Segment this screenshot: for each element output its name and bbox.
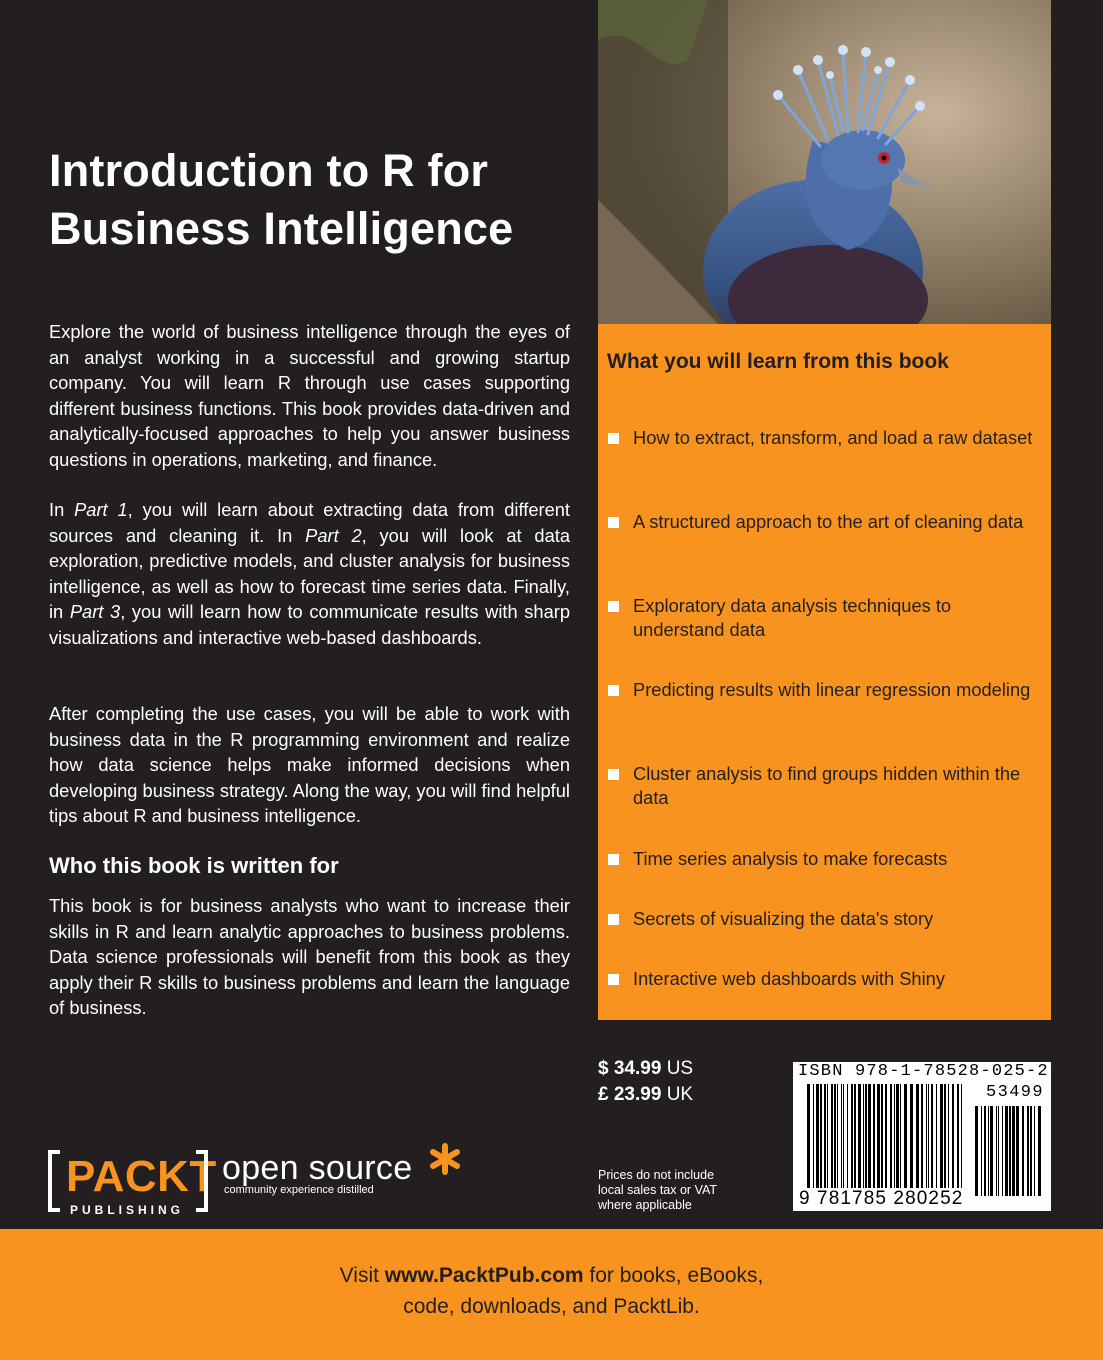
barcode-bar bbox=[921, 1084, 923, 1196]
barcode-bar bbox=[843, 1084, 844, 1196]
price-us-label: US bbox=[666, 1058, 694, 1079]
part-3-label: Part 3 bbox=[69, 601, 121, 622]
publishing-wordmark: PUBLISHING bbox=[70, 1203, 185, 1217]
book-title-line-2: Business Intelligence bbox=[49, 203, 514, 254]
part-1-label: Part 1 bbox=[74, 499, 128, 520]
cover-photo-pigeon bbox=[598, 0, 1051, 324]
barcode-bar bbox=[1002, 1106, 1003, 1196]
barcode-bar bbox=[820, 1084, 822, 1196]
barcode-bar bbox=[890, 1084, 892, 1196]
barcode-bar bbox=[961, 1084, 962, 1196]
price-note bbox=[598, 1168, 717, 1213]
audience-text: This book is for business analysts who want to increase their skills in R and learn analytic approaches to business problems. Data science professionals will benefit from this book as they apply their R skills to business problems and learn the language of business. bbox=[49, 895, 570, 1018]
barcode-bar bbox=[1005, 1106, 1008, 1196]
learn-item-text: Cluster analysis to find groups hidden within the data bbox=[633, 763, 1021, 808]
learn-item-text: How to extract, transform, and load a raw dataset bbox=[633, 427, 1033, 448]
isbn-number: ISBN 978-1-78528-025-2 bbox=[798, 1062, 1049, 1081]
barcode-bar bbox=[984, 1106, 986, 1196]
barcode-bar bbox=[854, 1084, 856, 1196]
barcode-bar bbox=[1034, 1106, 1035, 1196]
logo-tagline: community experience distilled bbox=[224, 1184, 374, 1196]
learn-item-text: A structured approach to the art of cleaning data bbox=[633, 511, 1024, 532]
description-paragraph-2 bbox=[49, 497, 570, 650]
barcode-bar bbox=[841, 1084, 842, 1196]
barcode-bar bbox=[827, 1084, 828, 1196]
barcode-bar bbox=[847, 1084, 848, 1196]
barcode-bar bbox=[996, 1106, 997, 1196]
learn-item bbox=[608, 967, 1038, 991]
barcode-bar bbox=[1030, 1106, 1032, 1196]
packtpub-link[interactable]: www.PacktPub.com bbox=[384, 1264, 584, 1287]
footer-line-2: code, downloads, and PacktLib. bbox=[403, 1295, 700, 1318]
isbn-barcode bbox=[793, 1062, 1051, 1211]
barcode-bar bbox=[988, 1106, 989, 1196]
barcode-bar bbox=[900, 1084, 901, 1196]
barcode-bar bbox=[944, 1084, 946, 1196]
barcode-bar bbox=[807, 1084, 810, 1196]
learn-item-text: Time series analysis to make forecasts bbox=[633, 848, 948, 869]
learn-item bbox=[608, 426, 1038, 450]
learn-item bbox=[608, 847, 1038, 871]
packt-logo bbox=[48, 1150, 468, 1220]
price-uk-amount: £ 23.99 bbox=[598, 1084, 662, 1105]
barcode-bar bbox=[816, 1084, 819, 1196]
barcode-bar bbox=[813, 1084, 814, 1196]
barcode-bar bbox=[936, 1084, 937, 1196]
learn-item bbox=[608, 678, 1038, 702]
asterisk-icon bbox=[428, 1142, 462, 1176]
barcode-bar bbox=[904, 1084, 907, 1196]
price-note-line: Prices do not include bbox=[598, 1168, 715, 1182]
barcode-bar bbox=[1027, 1106, 1029, 1196]
footer-band bbox=[0, 1229, 1103, 1360]
learn-item bbox=[608, 594, 1038, 642]
barcode-bar bbox=[894, 1084, 895, 1196]
price-note-line: local sales tax or VAT bbox=[598, 1183, 718, 1197]
barcode-bar bbox=[873, 1084, 875, 1196]
barcode-bar bbox=[868, 1084, 871, 1196]
bullet-square-icon bbox=[608, 974, 619, 985]
p2-text-a: In bbox=[49, 499, 75, 520]
learn-item-text: Exploratory data analysis techniques to understand data bbox=[633, 595, 952, 640]
audience-heading: Who this book is written for bbox=[49, 853, 339, 878]
barcode-bar bbox=[926, 1084, 927, 1196]
barcode-bar bbox=[981, 1106, 982, 1196]
barcode-bar bbox=[952, 1084, 954, 1196]
part-2-label: Part 2 bbox=[305, 524, 362, 546]
description-paragraph-1: Explore the world of business intelligence through the eyes of an analyst working in a successful and growing startup company. You will learn R through use cases supporting different business functions. This book provides data-driven and analytically-focused approaches to help you answer business questions in operations, marketing, and finance. bbox=[49, 321, 570, 470]
left-bracket-icon bbox=[48, 1150, 60, 1212]
footer-text bbox=[0, 1260, 1103, 1322]
barcode-bar bbox=[1016, 1106, 1019, 1196]
barcode-bar bbox=[851, 1084, 853, 1196]
price-uk-label: UK bbox=[666, 1084, 694, 1105]
barcode-bar bbox=[837, 1084, 838, 1196]
bullet-square-icon bbox=[608, 433, 619, 444]
bullet-square-icon bbox=[608, 517, 619, 528]
barcode-bar bbox=[1009, 1106, 1011, 1196]
learn-item-text: Secrets of visualizing the data's story bbox=[633, 908, 934, 929]
price-uk bbox=[598, 1084, 693, 1106]
barcode-bar bbox=[885, 1084, 887, 1196]
learn-box bbox=[598, 324, 1051, 1020]
barcode-bar bbox=[1012, 1106, 1015, 1196]
barcode-bar bbox=[928, 1084, 929, 1196]
barcode-bar bbox=[931, 1084, 933, 1196]
p2-text-b: , you will learn about extracting data from different sources and cleaning it. In bbox=[49, 499, 570, 546]
right-bracket-icon bbox=[196, 1150, 208, 1212]
description-paragraph-3: After completing the use cases, you will be able to work with business data in the R programming environment and realize how data science helps make informed decisions when developing business strategy. Along the way, you will find helpful tips about R and business intelligence. bbox=[49, 703, 570, 826]
barcode-bars-main bbox=[807, 1084, 967, 1196]
footer-rest: for books, eBooks, bbox=[583, 1264, 764, 1287]
p2-text-d: , you will learn how to communicate results with sharp visualizations and interactive web-based dashboards. bbox=[49, 601, 570, 648]
footer-visit: Visit bbox=[339, 1264, 385, 1287]
barcode-bar bbox=[957, 1084, 959, 1196]
barcode-bar bbox=[824, 1084, 826, 1196]
barcode-bar bbox=[877, 1084, 880, 1196]
bullet-square-icon bbox=[608, 601, 619, 612]
bullet-square-icon bbox=[608, 769, 619, 780]
price-us bbox=[598, 1058, 693, 1080]
barcode-bar bbox=[881, 1084, 883, 1196]
barcode-bars-addon bbox=[975, 1106, 1045, 1196]
barcode-bar bbox=[834, 1084, 836, 1196]
p2-text-c: , you will look at data exploration, predictive models, and cluster analysis for business intelligence, as well as how to forecast time series data. Finally, in bbox=[49, 524, 570, 622]
price-us-amount: $ 34.99 bbox=[598, 1058, 662, 1079]
price-addon-code: 53499 bbox=[985, 1083, 1044, 1102]
barcode-bar bbox=[896, 1084, 899, 1196]
book-title-line-1: Introduction to R for bbox=[49, 145, 489, 196]
barcode-bar bbox=[831, 1084, 833, 1196]
packt-wordmark: PACKT bbox=[66, 1152, 217, 1201]
barcode-bar bbox=[865, 1084, 867, 1196]
barcode-bar bbox=[990, 1106, 993, 1196]
bullet-square-icon bbox=[608, 854, 619, 865]
barcode-bar bbox=[1022, 1106, 1024, 1196]
barcode-bar bbox=[998, 1106, 999, 1196]
learn-item-text: Interactive web dashboards with Shiny bbox=[633, 968, 945, 989]
barcode-bar bbox=[975, 1106, 978, 1196]
learn-item-text: Predicting results with linear regression modeling bbox=[633, 679, 1031, 700]
barcode-bar bbox=[910, 1084, 913, 1196]
barcode-bar bbox=[858, 1084, 861, 1196]
barcode-bar bbox=[948, 1084, 949, 1196]
open-source-wordmark: open source bbox=[222, 1149, 413, 1187]
book-title bbox=[49, 142, 589, 258]
barcode-bar bbox=[863, 1084, 864, 1196]
pigeon-illustration bbox=[598, 0, 1051, 324]
price-note-line: where applicable bbox=[598, 1198, 692, 1212]
learn-item bbox=[608, 907, 1038, 931]
barcode-bar bbox=[940, 1084, 943, 1196]
barcode-bar bbox=[916, 1084, 919, 1196]
footer-line-1 bbox=[0, 1260, 1103, 1291]
bullet-square-icon bbox=[608, 914, 619, 925]
ean-digits: 9 781785 280252 bbox=[799, 1188, 964, 1209]
barcode-bar bbox=[1038, 1106, 1041, 1196]
learn-item bbox=[608, 762, 1038, 810]
bullet-square-icon bbox=[608, 685, 619, 696]
learn-heading: What you will learn from this book bbox=[607, 350, 949, 373]
learn-item bbox=[608, 510, 1038, 534]
